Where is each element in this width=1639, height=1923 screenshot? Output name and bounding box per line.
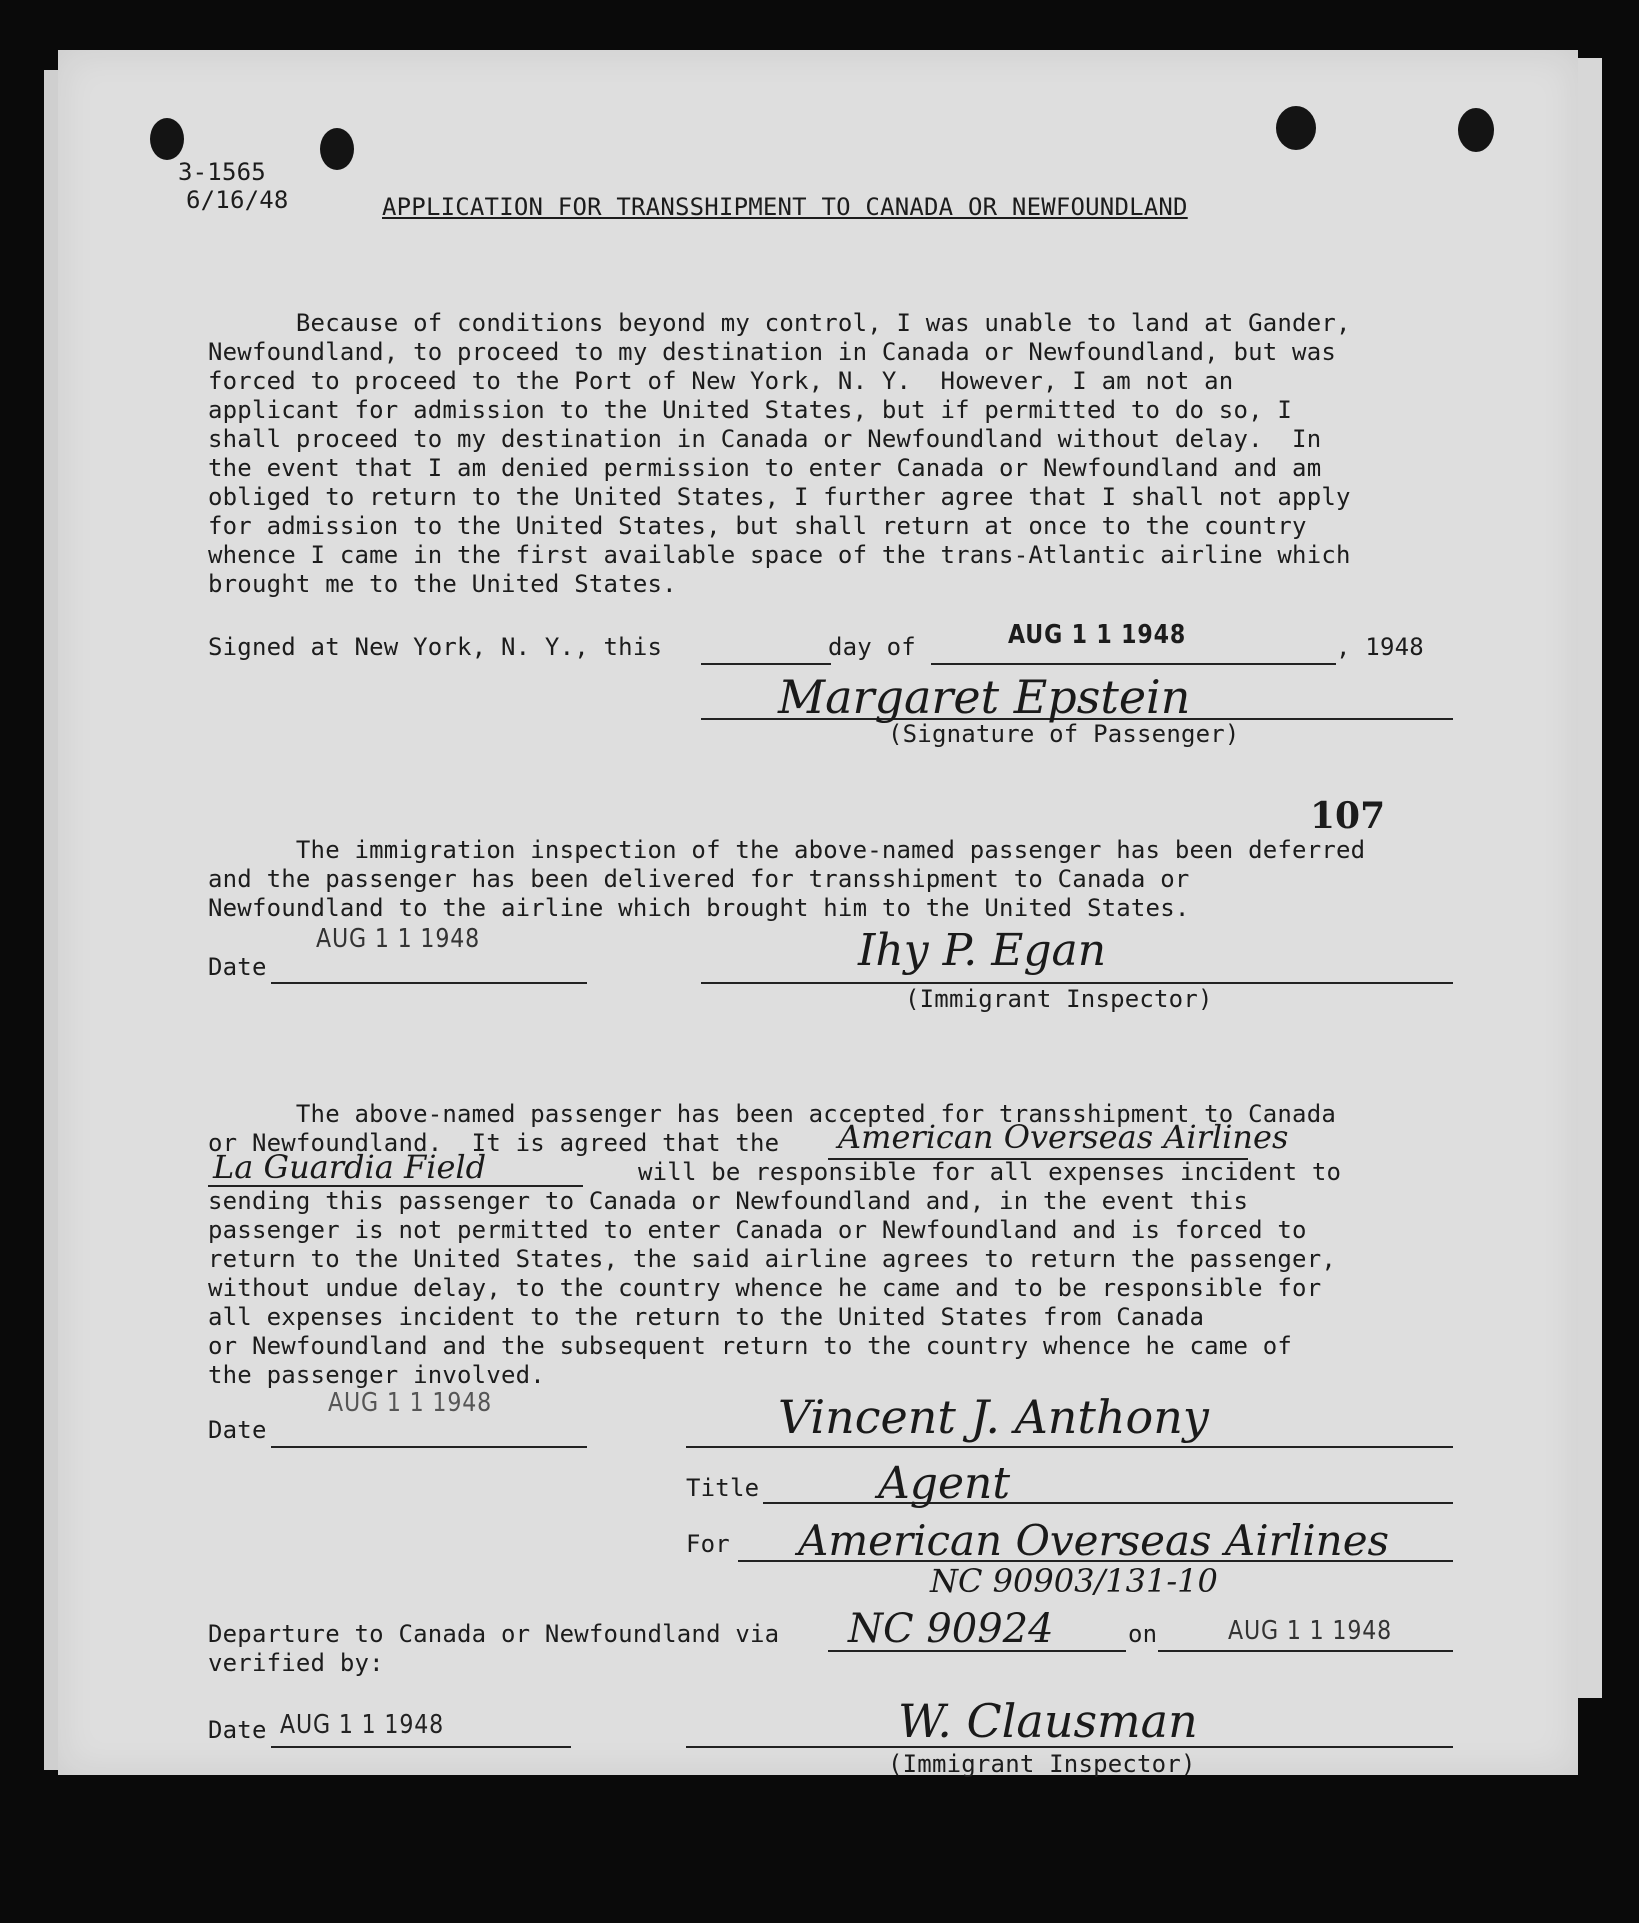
date-stamp: AUG 1 1 1948	[1228, 1616, 1393, 1646]
date-label: Date	[208, 953, 267, 981]
on-label: on	[1128, 1620, 1158, 1648]
day-blank	[701, 663, 831, 665]
text-line: Newfoundland to the airline which brought him to the United States.	[208, 894, 1190, 922]
punch-hole	[320, 128, 354, 170]
file-number: 3-1565	[178, 158, 266, 186]
handwritten-airline: American Overseas Airlines	[838, 1118, 1289, 1156]
text-line: forced to proceed to the Port of New York, N. Y. However, I am not an	[208, 367, 1234, 395]
on-blank	[1158, 1650, 1453, 1652]
paragraph-1	[208, 309, 1351, 599]
inspector-label: (Immigrant Inspector)	[905, 985, 1213, 1013]
verified-label: verified by:	[208, 1649, 384, 1677]
date-stamp: AUG 1 1 1948	[1008, 620, 1187, 650]
text-line: Because of conditions beyond my control, I was unable to land at Gander,	[208, 309, 1351, 337]
date-stamp: AUG 1 1 1948	[316, 924, 481, 954]
text-line: passenger is not permitted to enter Canada or Newfoundland and is forced to	[208, 1216, 1307, 1244]
signature-line	[701, 982, 1453, 984]
date-blank	[271, 982, 587, 984]
text-line: The above-named passenger has been accepted for transshipment to Canada	[208, 1100, 1336, 1128]
paragraph-2	[208, 836, 1365, 923]
text-line: obliged to return to the United States, I further agree that I shall not apply	[208, 483, 1351, 511]
text-line: sending this passenger to Canada or Newfoundland and, in the event this	[208, 1187, 1249, 1215]
paragraph-3	[208, 1187, 1336, 1390]
text-line: return to the United States, the said airline agrees to return the passenger,	[208, 1245, 1336, 1273]
day-of-label: day of	[828, 633, 916, 661]
text-line: all expenses incident to the return to the United States from Canada	[208, 1303, 1205, 1331]
date-blank	[271, 1746, 571, 1748]
text-line: applicant for admission to the United States, but if permitted to do so, I	[208, 396, 1293, 424]
text-line: for admission to the United States, but shall return at once to the country	[208, 512, 1307, 540]
date-stamp: AUG 1 1 1948	[328, 1388, 493, 1418]
punch-hole	[150, 118, 184, 160]
signed-at-label: Signed at New York, N. Y., this	[208, 633, 663, 661]
text-line: brought me to the United States.	[208, 570, 677, 598]
page-title: APPLICATION FOR TRANSSHIPMENT TO CANADA OR NEWFOUNDLAND	[382, 193, 1188, 221]
date-label: Date	[208, 1416, 267, 1444]
text-line: will be responsible for all expenses incident to	[638, 1158, 1342, 1186]
departure-via: NC 90924	[848, 1606, 1054, 1652]
text-line: The immigration inspection of the above-named passenger has been deferred	[208, 836, 1366, 864]
for-value: American Overseas Airlines	[798, 1516, 1390, 1565]
punch-hole	[1276, 106, 1316, 150]
file-date: 6/16/48	[186, 186, 289, 214]
text-line: or Newfoundland. It is agreed that the	[208, 1129, 780, 1157]
number-stamp: 107	[1310, 795, 1386, 837]
text-line: without undue delay, to the country whence he came and to be responsible for	[208, 1274, 1322, 1302]
year-label: , 1948	[1336, 633, 1424, 661]
punch-hole	[1458, 108, 1494, 152]
date-blank	[271, 1446, 587, 1448]
title-label: Title	[686, 1474, 760, 1502]
inspector-label: (Immigrant Inspector)	[888, 1750, 1196, 1778]
date-label: Date	[208, 1716, 267, 1744]
text-line: Newfoundland, to proceed to my destination in Canada or Newfoundland, but was	[208, 338, 1336, 366]
agent-signature: Vincent J. Anthony	[778, 1390, 1209, 1444]
text-line: or Newfoundland and the subsequent return to the country whence he came of	[208, 1332, 1293, 1360]
for-label: For	[686, 1530, 730, 1558]
text-line: whence I came in the first available space of the trans-Atlantic airline which	[208, 541, 1351, 569]
title-blank	[763, 1502, 1453, 1504]
text-line: shall proceed to my destination in Canada or Newfoundland without delay. In	[208, 425, 1322, 453]
document-page	[58, 50, 1578, 1778]
inspector-signature: Ihy P. Egan	[858, 925, 1107, 976]
handwritten-airport: La Guardia Field	[213, 1148, 487, 1186]
date-stamp: AUG 1 1 1948	[280, 1710, 445, 1740]
departure-label: Departure to Canada or Newfoundland via	[208, 1620, 780, 1648]
title-value: Agent	[878, 1458, 1010, 1509]
text-line: the passenger involved.	[208, 1361, 545, 1389]
signature-line	[686, 1446, 1453, 1448]
month-blank	[931, 663, 1336, 665]
text-line: and the passenger has been delivered for transshipment to Canada or	[208, 865, 1190, 893]
inspector-signature: W. Clausman	[898, 1694, 1198, 1748]
passenger-signature: Margaret Epstein	[778, 670, 1191, 724]
flight-note: NC 90903/131-10	[930, 1562, 1218, 1600]
passenger-signature-label: (Signature of Passenger)	[888, 720, 1240, 748]
text-line: the event that I am denied permission to enter Canada or Newfoundland and am	[208, 454, 1322, 482]
